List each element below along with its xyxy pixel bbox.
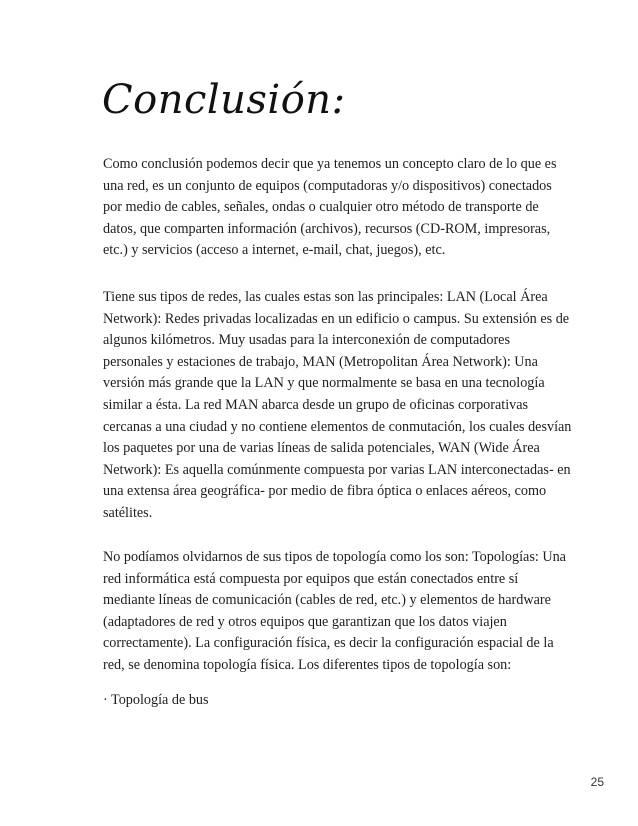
page-number: 25 <box>590 775 604 789</box>
page-title: Conclusión: <box>102 77 346 123</box>
paragraph-network-types: Tiene sus tipos de redes, las cuales estas son las principales: LAN (Local Área Network): Redes privadas localizadas en un edificio o campus. Su extensión es de algunos kilómetros. Muy usadas para la interconexión de computadores personales y estaciones de trabajo, MAN (Metropolitan Área Network): Una versión más grande que la LAN y que normalmente se basa en una tecnología similar a ésta. La red MAN abarca desde un grupo de oficinas corporativas cercanas a una ciudad y no contiene elementos de conmutación, los cuales desvían los paquetes por una de varias líneas de salida potenciales, WAN (Wide Área Network): Es aquella comúnmente compuesta por varias LAN interconectadas- en una extensa área geográfica- por medio de fibra óptica o enlaces aéreos, como satélites. <box>103 289 572 521</box>
paragraph-conclusion: Como conclusión podemos decir que ya tenemos un concepto claro de lo que es una red, es un conjunto de equipos (computadoras y/o dispositivos) conectados por medio de cables, señales, ondas o cualquier otro método de transporte de datos, que comparten información (archivos), recursos (CD-ROM, impresoras, etc.) y servicios (acceso a internet, e-mail, chat, juegos), etc. <box>103 156 557 259</box>
paragraph-topologies: No podíamos olvidarnos de sus tipos de topología como los son: Topologías: Una red informática está compuesta por equipos que están conectados entre sí mediante líneas de comunicación (cables de red, etc.) y elementos de hardware (adaptadores de red y otros equipos que garantizan que los datos viajen correctamente). La configuración física, es decir la configuración espacial de la red, se denomina topología física. Los diferentes tipos de topología son: <box>103 549 566 673</box>
bullet-item-bus-topology: · Topología de bus <box>103 692 209 708</box>
